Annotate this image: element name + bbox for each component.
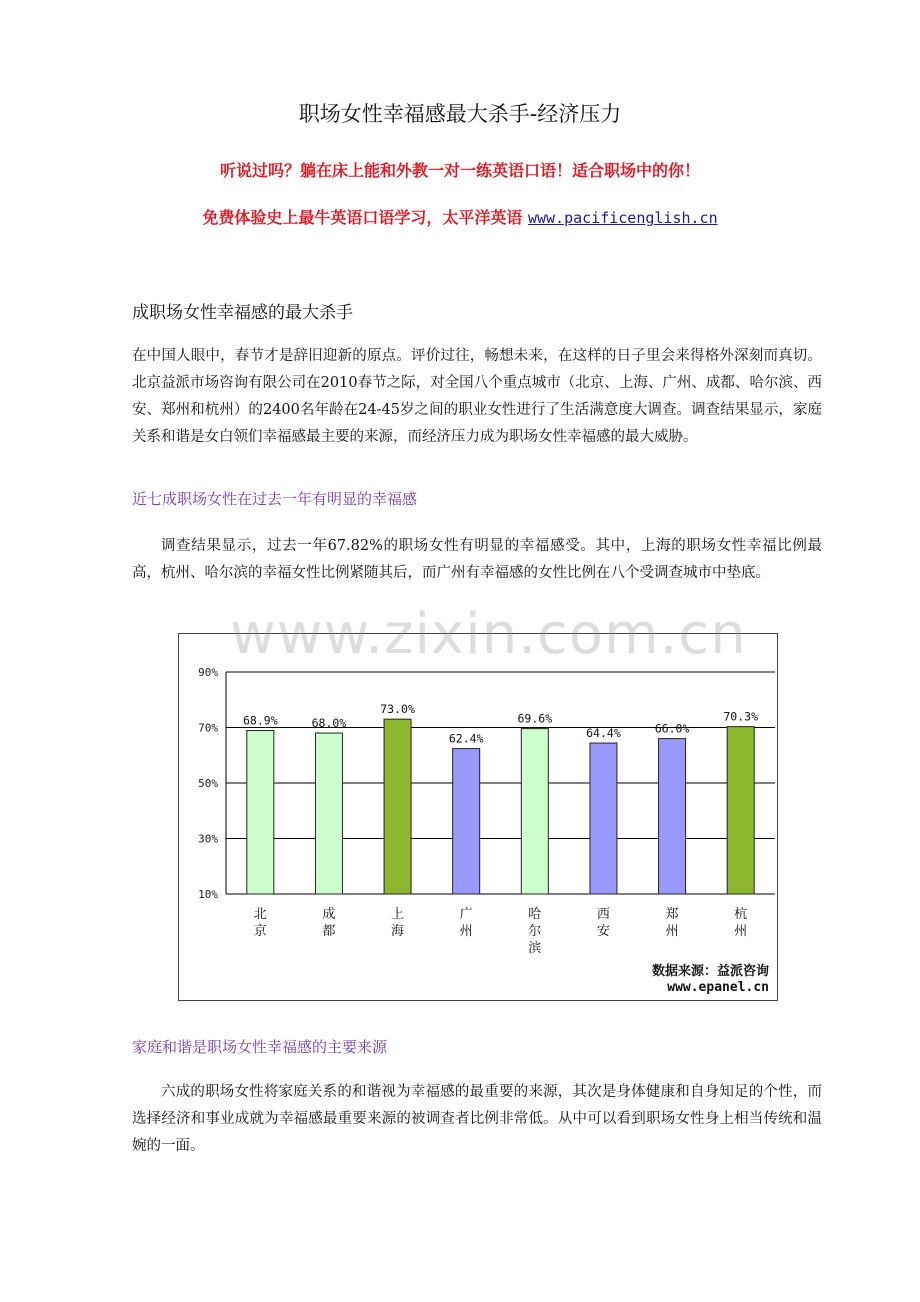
subheading-happiness-ratio: 近七成职场女性在过去一年有明显的幸福感 [132,490,418,508]
y-tick-label: 70% [198,721,218,735]
data-label: 66.0% [654,721,690,736]
promo-line-1: 听说过吗？躺在床上能和外教一对一练英语口语！适合职场中的你！ [219,161,700,180]
x-tick-label: 上海 [391,907,405,939]
data-label: 68.0% [311,716,347,731]
paragraph-family-harmony: 六成的职场女性将家庭关系的和谐视为幸福感的最重要的来源，其次是身体健康和自身知足的个性，而选择经济和事业成就为幸福感最重要来源的被调查者比例非常低。从中可以看到职场女性身上相当传统和温婉的一面。 [132,1084,822,1154]
x-tick-label: 广州 [459,907,473,939]
bar-4 [453,749,480,894]
y-tick-label: 10% [198,888,218,901]
data-label: 68.9% [243,713,278,728]
chart-source-url: www.epanel.cn [667,980,769,995]
section-heading: 成职场女性幸福感的最大杀手 [132,303,353,323]
bar-chart [178,633,778,1001]
bar-1 [247,731,274,894]
data-label: 73.0% [380,702,415,717]
data-label: 64.4% [586,726,621,741]
promo-line-2 [0,205,920,228]
y-tick-label: 30% [198,832,218,846]
paragraph-intro: 在中国人眼中，春节才是辞旧迎新的原点。评价过往，畅想未来，在这样的日子里会来得格外深刻而真切。北京益派市场咨询有限公司在2010春节之际，对全国八个重点城市（北京、上海、广州、成都、哈尔滨、西安、郑州和杭州）的2400名年龄在24-45岁之间的职业女性进行了生活满意度大调查。调查结果显示，家庭关系和谐是女白领们幸福感最主要的来源，而经济压力成为职场女性幸福感的最大威胁。 [132,348,822,445]
bar-8 [727,727,754,894]
watermark-text: www.zixin.com.cn [230,602,747,667]
promo-link[interactable]: www.pacificenglish.cn [527,209,718,227]
bar-chart-svg [179,634,777,1000]
x-tick-label: 哈尔滨 [528,907,542,956]
bar-3 [384,719,411,894]
subheading-family-harmony: 家庭和谐是职场女性幸福感的主要来源 [132,1038,388,1056]
data-label: 70.3% [723,709,758,724]
bar-2 [315,733,342,894]
x-tick-label: 杭州 [734,907,748,939]
bar-7 [659,739,686,894]
data-label: 62.4% [448,731,484,746]
y-tick-label: 90% [198,666,218,679]
x-tick-label: 成都 [322,907,336,939]
chart-source-label: 数据来源：益派咨询 [651,964,769,979]
promo-line-2-text: 免费体验史上最牛英语口语学习，太平洋英语 [202,208,528,227]
bar-5 [521,729,548,894]
document-title: 职场女性幸福感最大杀手-经济压力 [298,102,622,126]
x-tick-label: 西安 [596,907,610,939]
y-tick-label: 50% [198,777,218,790]
x-tick-label: 郑州 [665,907,679,939]
x-tick-label: 北京 [253,907,267,939]
data-label: 69.6% [517,711,553,726]
bar-6 [590,743,617,894]
paragraph-survey-result: 调查结果显示，过去一年67.82%的职场女性有明显的幸福感受。其中，上海的职场女性幸福比例最高，杭州、哈尔滨的幸福女性比例紧随其后，而广州有幸福感的女性比例在八个受调查城市中垫底。 [132,538,822,581]
